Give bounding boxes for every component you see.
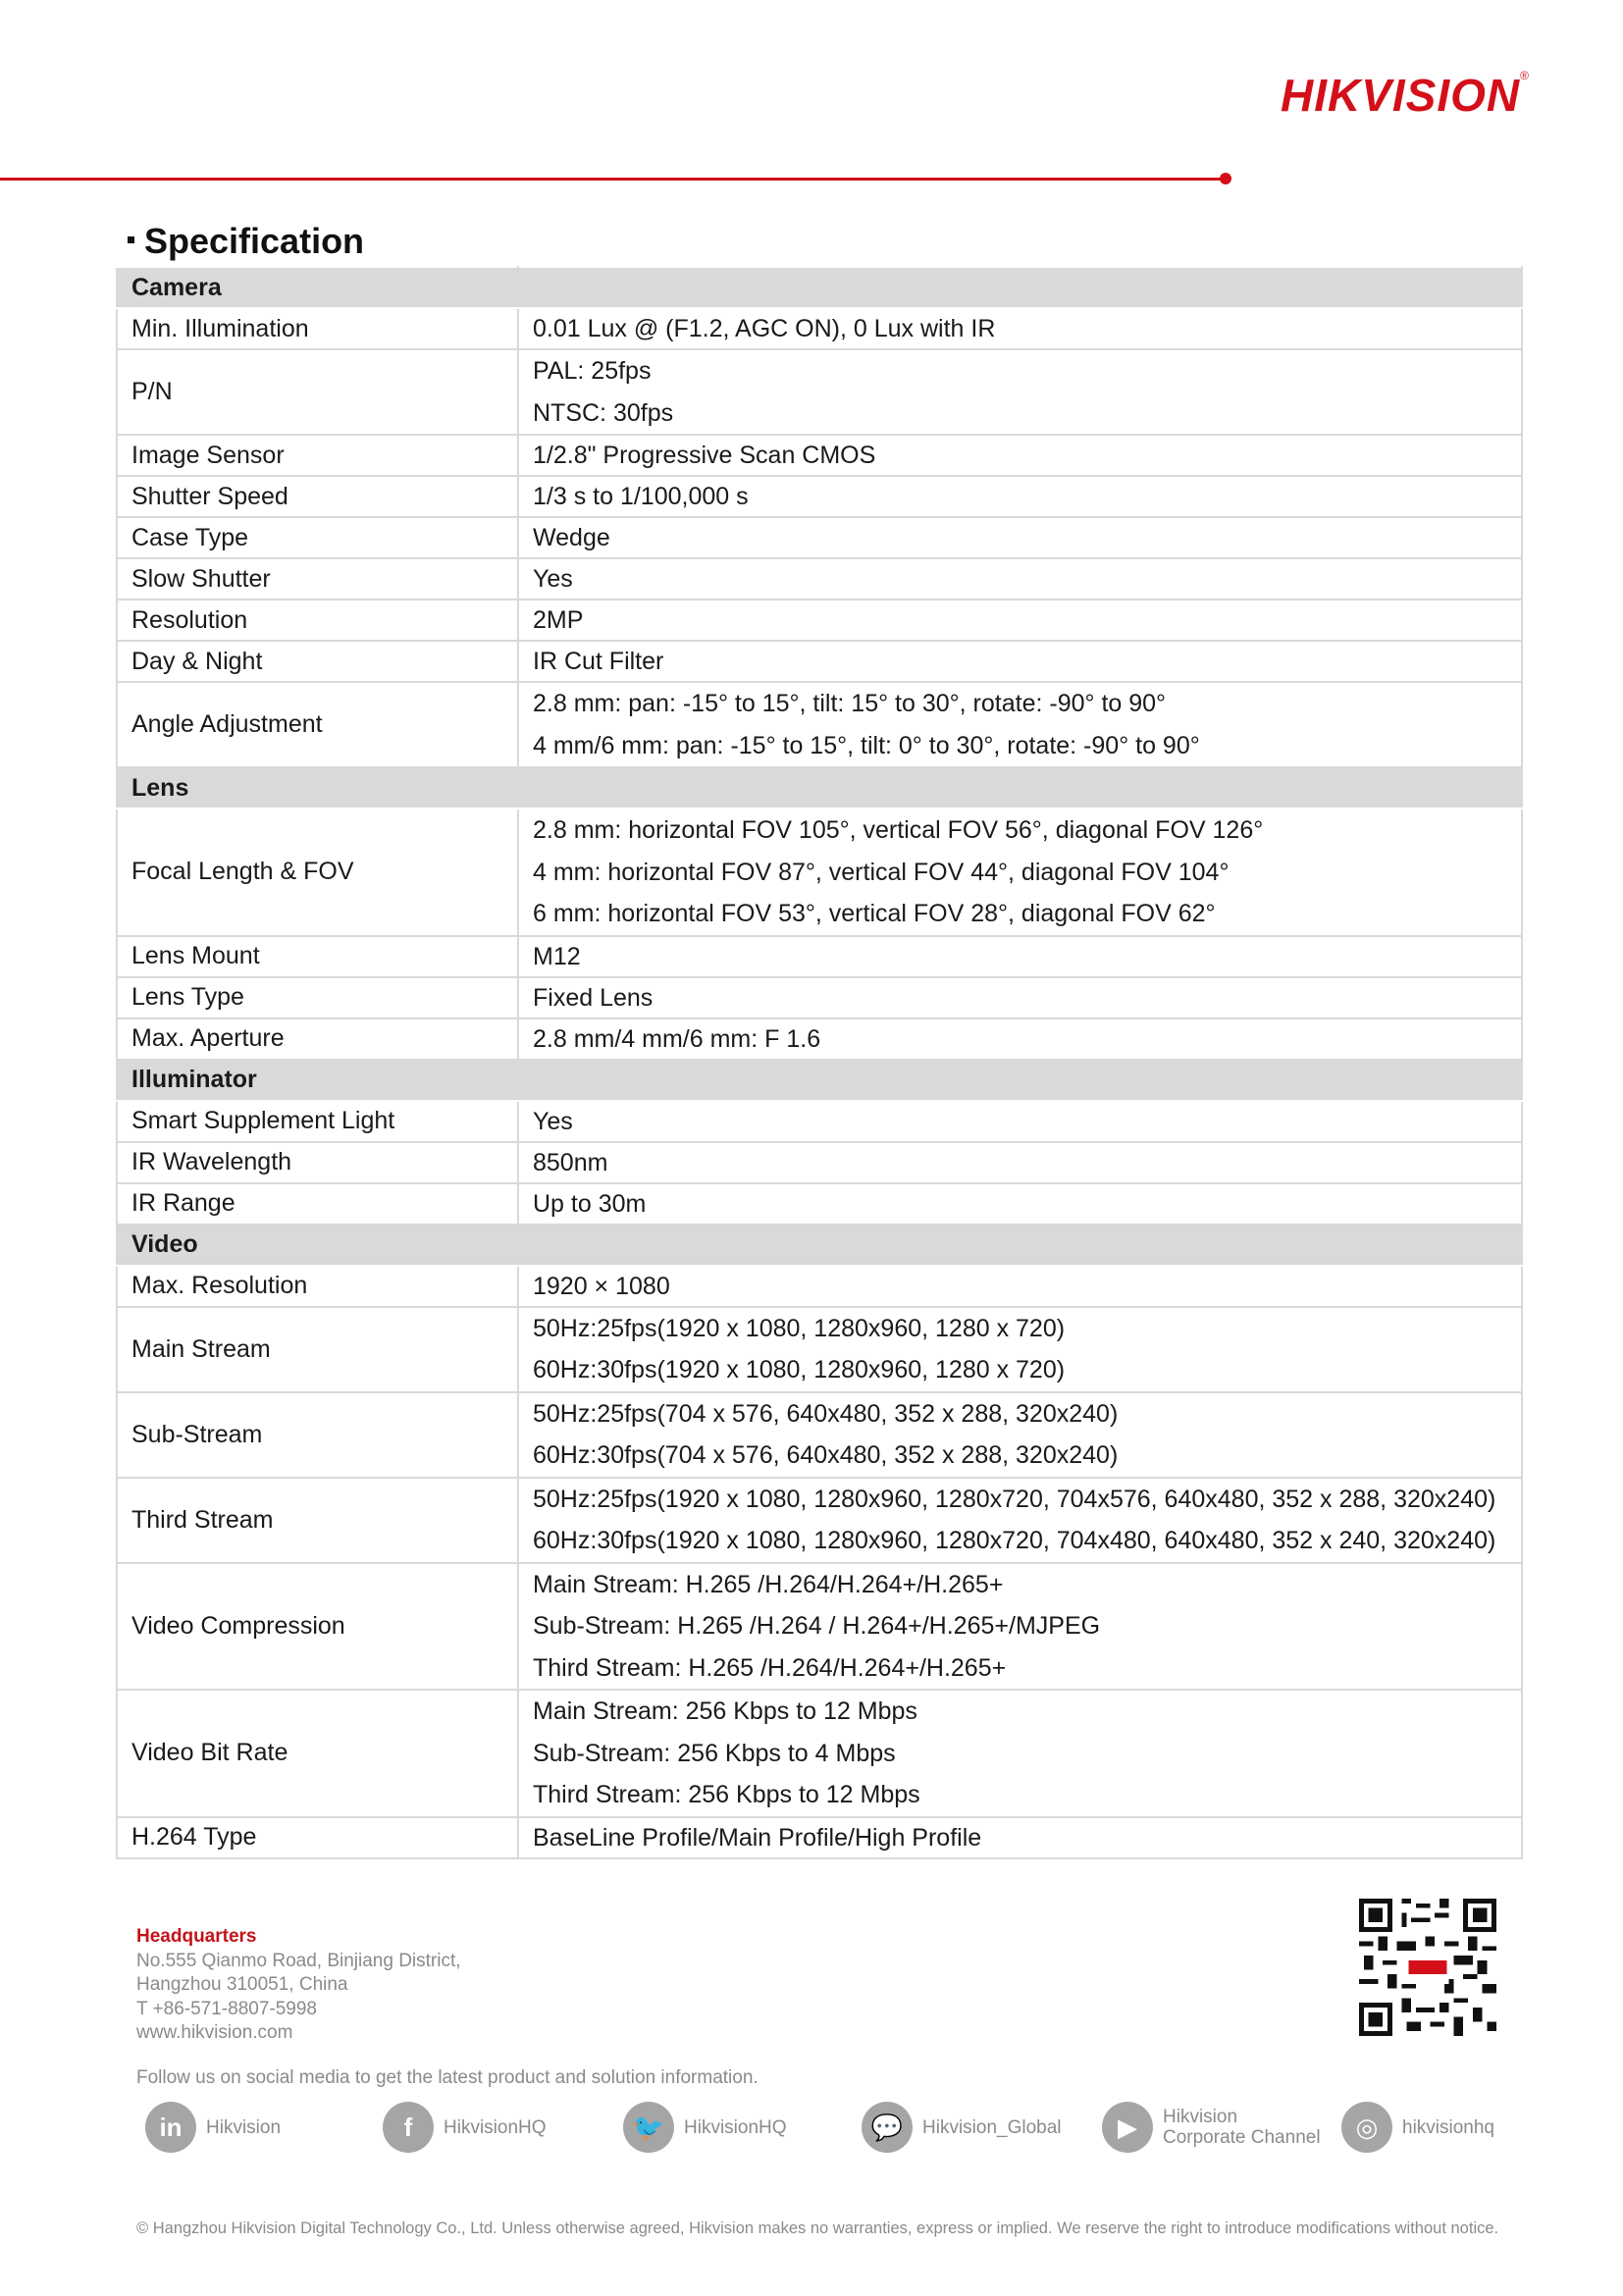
spec-value-line: 2.8 mm: horizontal FOV 105°, vertical FOV 56°, diagonal FOV 126° bbox=[533, 816, 1264, 844]
spec-row bbox=[117, 1392, 1522, 1478]
spec-value-line: M12 bbox=[533, 942, 581, 970]
social-link[interactable] bbox=[1102, 2100, 1321, 2155]
headquarters-title: Headquarters bbox=[136, 1926, 257, 1947]
spec-value-line: 1920 × 1080 bbox=[533, 1272, 670, 1300]
twitter-icon: 🐦 bbox=[623, 2102, 674, 2153]
spec-value-line: Fixed Lens bbox=[533, 983, 654, 1012]
social-label bbox=[444, 2117, 547, 2138]
spec-value-cell bbox=[518, 936, 1522, 977]
spec-label: Video Bit Rate bbox=[117, 1690, 518, 1817]
social-link[interactable] bbox=[383, 2100, 547, 2155]
header-divider bbox=[0, 178, 1221, 181]
social-label-line: hikvisionhq bbox=[1402, 2116, 1494, 2138]
group-header-blank bbox=[518, 267, 1522, 308]
spec-label: H.264 Type bbox=[117, 1817, 518, 1858]
social-link[interactable] bbox=[1341, 2100, 1494, 2155]
spec-row bbox=[117, 1183, 1522, 1225]
spec-value-line: Yes bbox=[533, 565, 573, 593]
spec-value-cell bbox=[518, 682, 1522, 767]
spec-label: P/N bbox=[117, 349, 518, 435]
group-header: Illuminator bbox=[117, 1060, 518, 1101]
spec-row bbox=[117, 1690, 1522, 1817]
spec-value-line: 50Hz:25fps(1920 x 1080, 1280x960, 1280x720, 704x576, 640x480, 352 x 288, 320x240) bbox=[533, 1485, 1496, 1513]
spec-row bbox=[117, 1307, 1522, 1392]
group-header-blank bbox=[518, 767, 1522, 809]
group-header-row bbox=[117, 1225, 1522, 1266]
group-header: Camera bbox=[117, 267, 518, 308]
spec-label: Sub-Stream bbox=[117, 1392, 518, 1478]
spec-value-line: 0.01 Lux @ (F1.2, AGC ON), 0 Lux with IR bbox=[533, 315, 996, 342]
spec-value-line: 50Hz:25fps(704 x 576, 640x480, 352 x 288, 320x240) bbox=[533, 1399, 1119, 1428]
spec-value-cell bbox=[518, 977, 1522, 1018]
spec-value-line: 4 mm: horizontal FOV 87°, vertical FOV 44°, diagonal FOV 104° bbox=[533, 858, 1230, 886]
social-label bbox=[922, 2117, 1062, 2138]
social-label bbox=[1402, 2117, 1494, 2138]
spec-label: Day & Night bbox=[117, 641, 518, 682]
spec-label: Image Sensor bbox=[117, 435, 518, 476]
social-link[interactable] bbox=[862, 2100, 1062, 2155]
spec-value-cell bbox=[518, 1307, 1522, 1392]
group-header-blank bbox=[518, 1225, 1522, 1266]
spec-value-line: Main Stream: H.265 /H.264/H.264+/H.265+ bbox=[533, 1570, 1004, 1598]
spec-value-line: 850nm bbox=[533, 1148, 608, 1176]
group-header-row bbox=[117, 767, 1522, 809]
spec-value-line: Sub-Stream: 256 Kbps to 4 Mbps bbox=[533, 1739, 896, 1767]
spec-label: Case Type bbox=[117, 517, 518, 558]
spec-label: Resolution bbox=[117, 600, 518, 641]
spec-label: Lens Type bbox=[117, 977, 518, 1018]
group-header: Video bbox=[117, 1225, 518, 1266]
spec-label: Angle Adjustment bbox=[117, 682, 518, 767]
spec-value-line: Yes bbox=[533, 1107, 573, 1135]
spec-value-line: 4 mm/6 mm: pan: -15° to 15°, tilt: 0° to 30°, rotate: -90° to 90° bbox=[533, 731, 1200, 759]
instagram-icon: ◎ bbox=[1341, 2102, 1392, 2153]
spec-value-line: PAL: 25fps bbox=[533, 357, 652, 385]
spec-value-line: 2.8 mm/4 mm/6 mm: F 1.6 bbox=[533, 1024, 821, 1053]
spec-value-cell bbox=[518, 476, 1522, 517]
hq-address-line-2: Hangzhou 310051, China bbox=[136, 1974, 348, 1995]
spec-row bbox=[117, 1266, 1522, 1307]
hikvision-logo: HIKVISION® bbox=[1281, 69, 1530, 121]
youtube-icon: ▶ bbox=[1102, 2102, 1153, 2153]
bullet-square-icon bbox=[128, 236, 134, 243]
section-title: Specification bbox=[128, 221, 364, 262]
social-label-line: Corporate Channel bbox=[1163, 2127, 1321, 2148]
spec-value-line: 1/2.8" Progressive Scan CMOS bbox=[533, 442, 876, 469]
spec-value-cell bbox=[518, 349, 1522, 435]
spec-row bbox=[117, 517, 1522, 558]
spec-value-cell bbox=[518, 1563, 1522, 1691]
spec-label: Smart Supplement Light bbox=[117, 1101, 518, 1142]
spec-value-line: 6 mm: horizontal FOV 53°, vertical FOV 28°, diagonal FOV 62° bbox=[533, 900, 1216, 927]
social-link[interactable] bbox=[145, 2100, 281, 2155]
spec-row bbox=[117, 641, 1522, 682]
social-label-line: HikvisionHQ bbox=[684, 2116, 787, 2138]
spec-label: Max. Aperture bbox=[117, 1018, 518, 1060]
spec-row bbox=[117, 682, 1522, 767]
spec-label: IR Range bbox=[117, 1183, 518, 1225]
group-header-blank bbox=[518, 1060, 1522, 1101]
spec-value-cell bbox=[518, 1018, 1522, 1060]
spec-row bbox=[117, 1478, 1522, 1563]
social-label bbox=[206, 2117, 281, 2138]
spec-value-cell bbox=[518, 517, 1522, 558]
spec-row bbox=[117, 600, 1522, 641]
spec-value-cell bbox=[518, 308, 1522, 349]
spec-value-cell bbox=[518, 1266, 1522, 1307]
spec-value-line: NTSC: 30fps bbox=[533, 398, 674, 427]
wechat-icon: 💬 bbox=[862, 2102, 913, 2153]
spec-row bbox=[117, 435, 1522, 476]
hq-phone: T +86-571-8807-5998 bbox=[136, 1998, 317, 2019]
spec-value-cell bbox=[518, 1183, 1522, 1225]
spec-label: Main Stream bbox=[117, 1307, 518, 1392]
spec-label: Lens Mount bbox=[117, 936, 518, 977]
spec-value-line: 2.8 mm: pan: -15° to 15°, tilt: 15° to 30°, rotate: -90° to 90° bbox=[533, 690, 1167, 717]
spec-value-line: 1/3 s to 1/100,000 s bbox=[533, 483, 749, 510]
spec-label: Shutter Speed bbox=[117, 476, 518, 517]
qr-code-icon[interactable] bbox=[1359, 1899, 1496, 2036]
social-label bbox=[684, 2117, 787, 2138]
spec-value-line: IR Cut Filter bbox=[533, 648, 664, 675]
group-header-row bbox=[117, 1060, 1522, 1101]
spec-value-line: Wedge bbox=[533, 524, 610, 551]
social-label-line: HikvisionHQ bbox=[444, 2116, 547, 2138]
spec-row bbox=[117, 1101, 1522, 1142]
spec-row bbox=[117, 936, 1522, 977]
group-header-row bbox=[117, 267, 1522, 308]
spec-value-line: 60Hz:30fps(704 x 576, 640x480, 352 x 288, 320x240) bbox=[533, 1441, 1119, 1469]
spec-value-line: BaseLine Profile/Main Profile/High Profile bbox=[533, 1823, 982, 1852]
linkedin-icon: in bbox=[145, 2102, 196, 2153]
spec-value-cell bbox=[518, 1142, 1522, 1183]
copyright-footer: © Hangzhou Hikvision Digital Technology Co., Ltd. Unless otherwise agreed, Hikvision makes no warranties, express or implied. We reserve the right to introduce modifications without notice. bbox=[136, 2219, 1499, 2237]
hq-address-line-1: No.555 Qianmo Road, Binjiang District, bbox=[136, 1950, 461, 1971]
spec-label: IR Wavelength bbox=[117, 1142, 518, 1183]
headquarters-block bbox=[136, 1925, 461, 2046]
spec-row bbox=[117, 1142, 1522, 1183]
hq-website[interactable]: www.hikvision.com bbox=[136, 2022, 293, 2043]
spec-value-cell bbox=[518, 1817, 1522, 1858]
spec-value-line: 60Hz:30fps(1920 x 1080, 1280x960, 1280 x 720) bbox=[533, 1356, 1066, 1383]
spec-value-line: 60Hz:30fps(1920 x 1080, 1280x960, 1280x720, 704x480, 640x480, 352 x 240, 320x240) bbox=[533, 1527, 1496, 1554]
spec-value-line: Up to 30m bbox=[533, 1189, 647, 1218]
spec-value-line: Third Stream: 256 Kbps to 12 Mbps bbox=[533, 1781, 920, 1808]
spec-value-cell bbox=[518, 809, 1522, 936]
spec-row bbox=[117, 977, 1522, 1018]
spec-value-line: Main Stream: 256 Kbps to 12 Mbps bbox=[533, 1697, 917, 1725]
spec-label: Video Compression bbox=[117, 1563, 518, 1691]
social-label-line: Hikvision bbox=[1163, 2107, 1238, 2127]
spec-value-line: Sub-Stream: H.265 /H.264 / H.264+/H.265+/MJPEG bbox=[533, 1612, 1101, 1640]
social-label bbox=[1163, 2107, 1321, 2148]
spec-value-cell bbox=[518, 641, 1522, 682]
social-link[interactable] bbox=[623, 2100, 787, 2155]
header-divider-dot bbox=[1220, 173, 1231, 184]
spec-value-cell bbox=[518, 1392, 1522, 1478]
spec-row bbox=[117, 308, 1522, 349]
spec-row bbox=[117, 809, 1522, 936]
spec-label: Slow Shutter bbox=[117, 558, 518, 600]
spec-value-cell bbox=[518, 435, 1522, 476]
spec-label: Focal Length & FOV bbox=[117, 809, 518, 936]
spec-value-line: 50Hz:25fps(1920 x 1080, 1280x960, 1280 x 720) bbox=[533, 1314, 1066, 1342]
spec-row bbox=[117, 476, 1522, 517]
spec-row bbox=[117, 1563, 1522, 1691]
specification-table bbox=[116, 266, 1523, 1859]
spec-value-cell bbox=[518, 1690, 1522, 1817]
spec-row bbox=[117, 1817, 1522, 1858]
spec-value-cell bbox=[518, 558, 1522, 600]
spec-value-line: Third Stream: H.265 /H.264/H.264+/H.265+ bbox=[533, 1653, 1007, 1682]
spec-label: Min. Illumination bbox=[117, 308, 518, 349]
facebook-icon: f bbox=[383, 2102, 434, 2153]
spec-label: Max. Resolution bbox=[117, 1266, 518, 1307]
group-header: Lens bbox=[117, 767, 518, 809]
social-label-line: Hikvision bbox=[206, 2116, 282, 2138]
spec-value-cell bbox=[518, 600, 1522, 641]
spec-value-cell bbox=[518, 1101, 1522, 1142]
social-label-line: Hikvision_Global bbox=[922, 2116, 1062, 2138]
spec-row bbox=[117, 558, 1522, 600]
spec-value-cell bbox=[518, 1478, 1522, 1563]
follow-us-text: Follow us on social media to get the latest product and solution information. bbox=[136, 2067, 759, 2088]
spec-value-line: 2MP bbox=[533, 606, 584, 634]
spec-row bbox=[117, 1018, 1522, 1060]
spec-label: Third Stream bbox=[117, 1478, 518, 1563]
spec-row bbox=[117, 349, 1522, 435]
